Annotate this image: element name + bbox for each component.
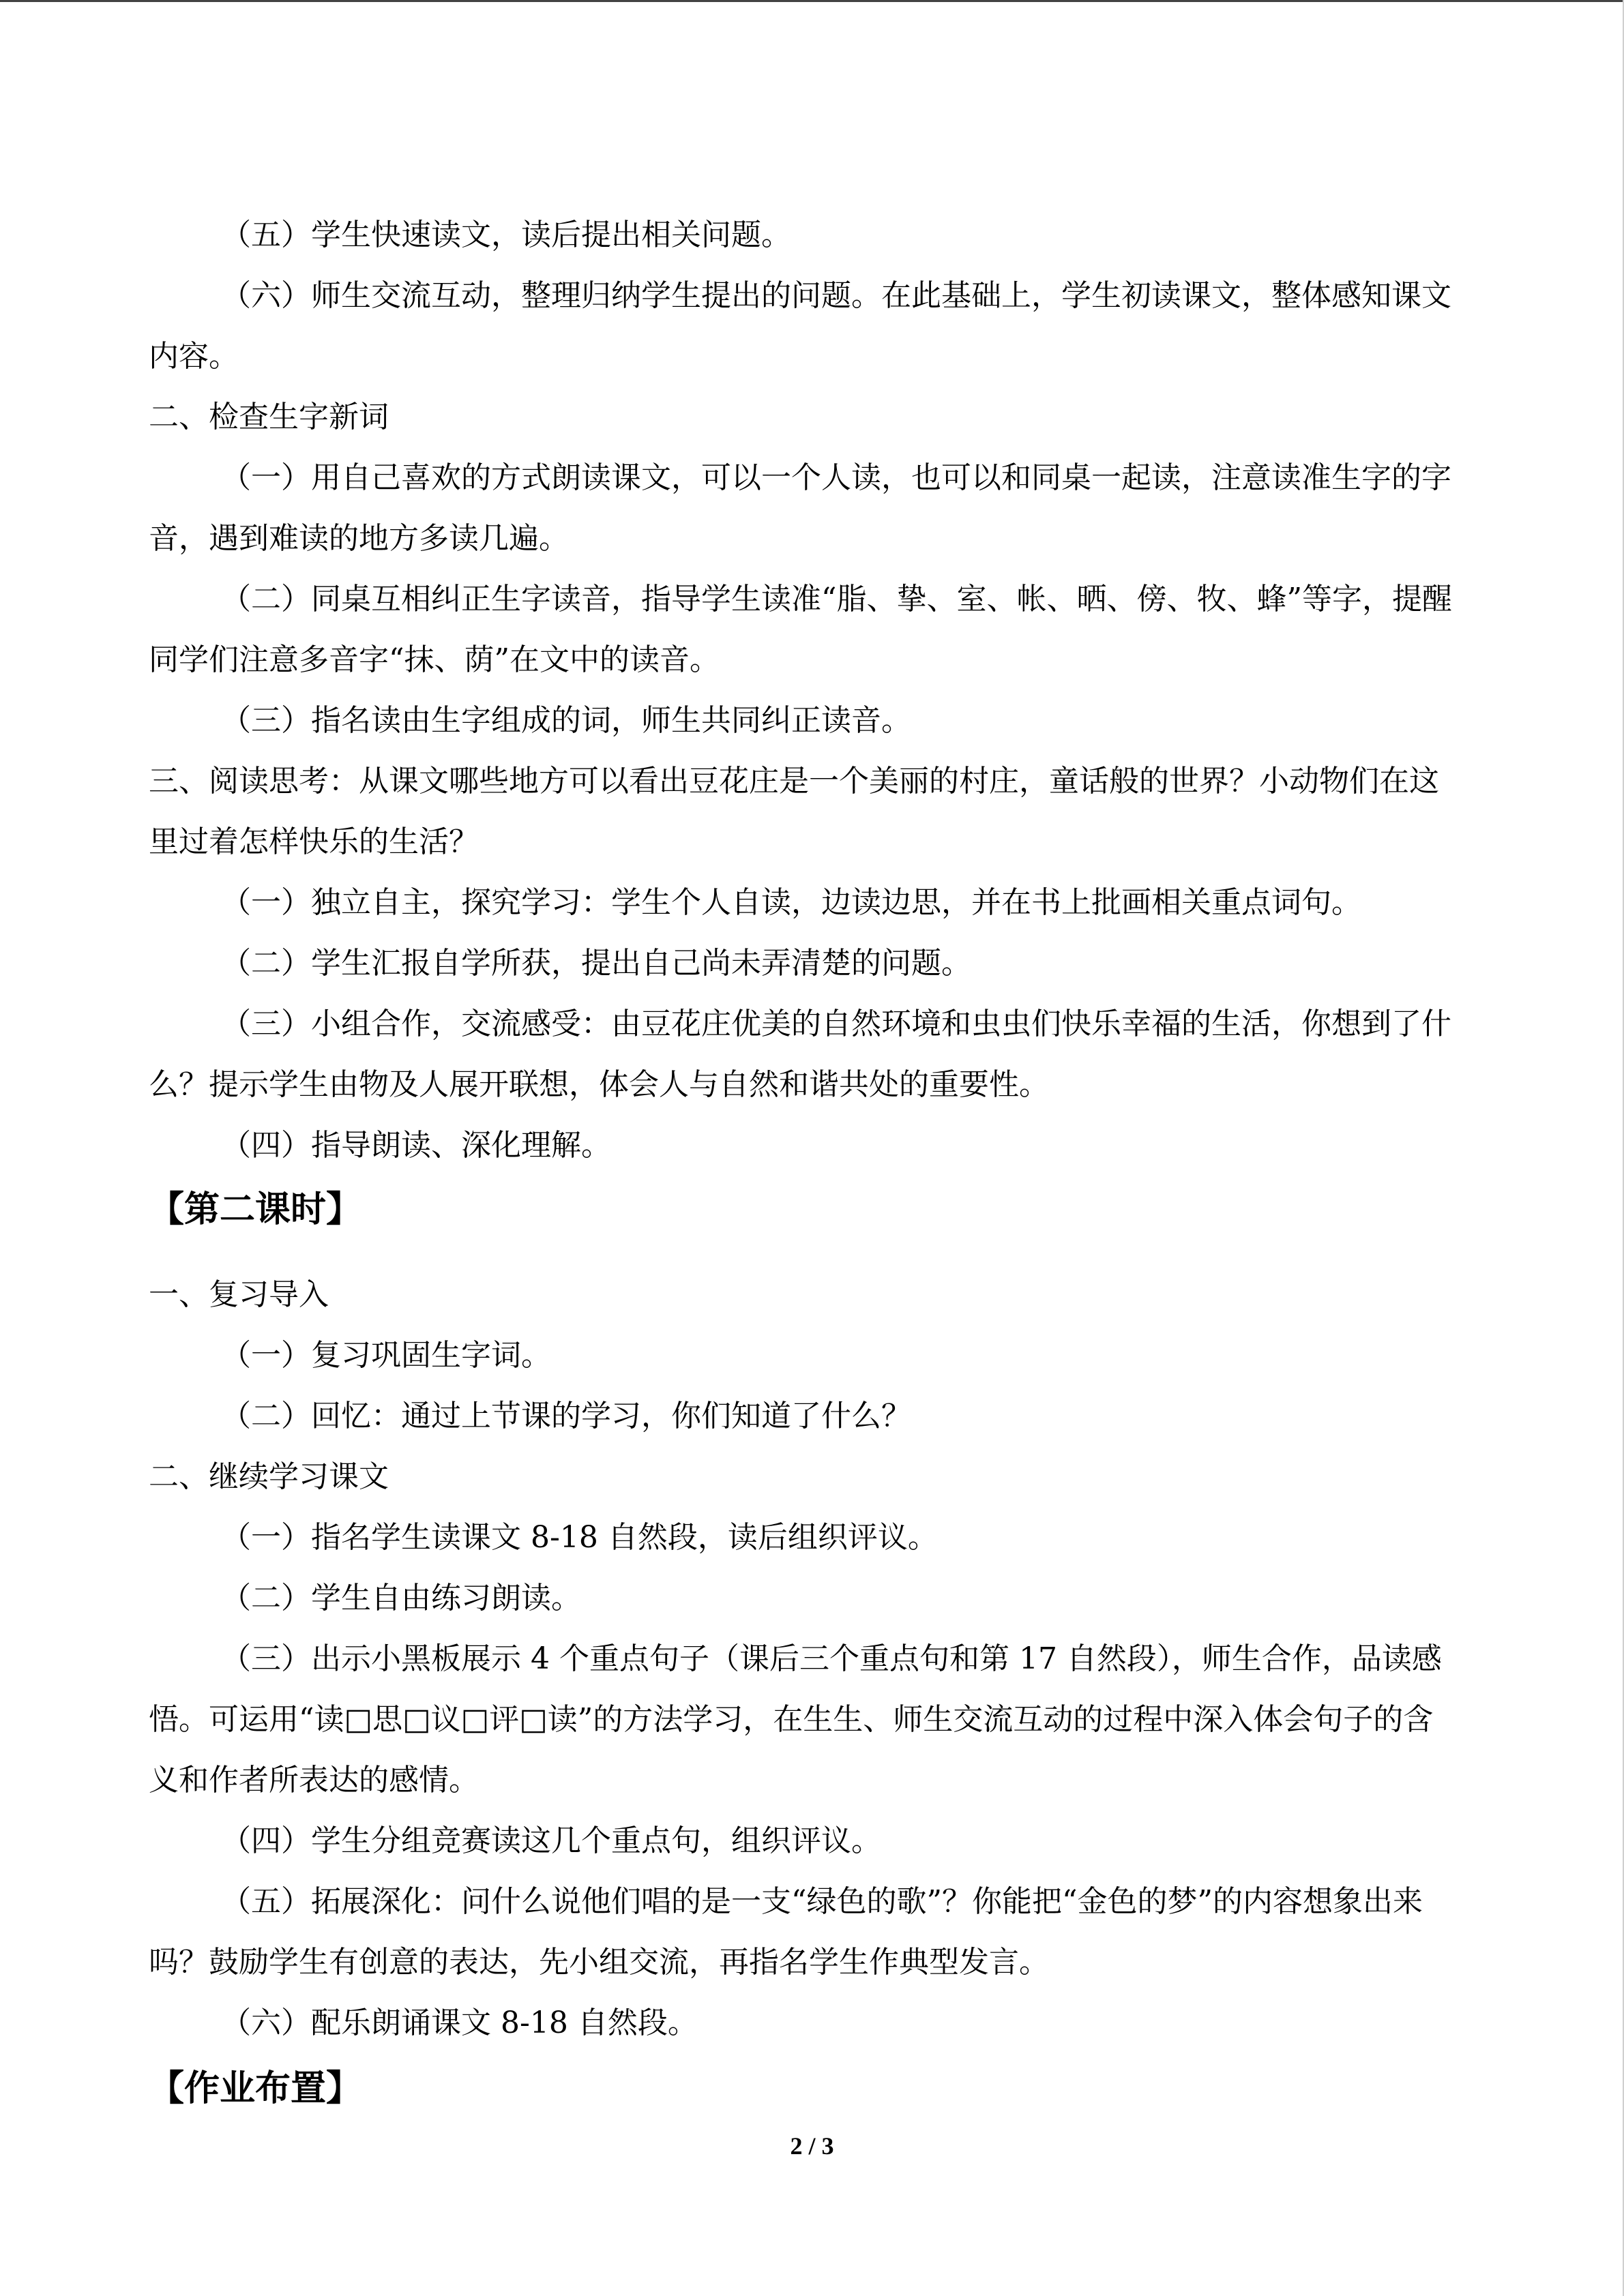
paragraph: （一）用自己喜欢的方式朗读课文，可以一个人读，也可以和同桌一起读，注意读准生字的字音，遇到难读的地方多读几遍。	[149, 460, 1451, 556]
page-top-border	[0, 0, 1624, 2]
paragraph: （五）学生快速读文，读后提出相关问题。	[221, 218, 791, 252]
lesson-two-heading: 【第二课时】	[149, 1189, 362, 1230]
paragraph: （一）独立自主，探究学习：学生个人自读，边读边思，并在书上批画相关重点词句。	[221, 885, 1361, 920]
paragraph: （三）小组合作，交流感受：由豆花庄优美的自然环境和虫虫们快乐幸福的生活，你想到了什么？提示学生由物及人展开联想，体会人与自然和谐共处的重要性。	[149, 1007, 1451, 1102]
page-number: 2 / 3	[790, 2132, 834, 2160]
paragraph: （二）学生汇报自学所获，提出自己尚未弄清楚的问题。	[221, 946, 971, 981]
section-heading: 三、阅读思考：从课文哪些地方可以看出豆花庄是一个美丽的村庄，童话般的世界？小动物们在这里过着怎样快乐的生活？	[149, 764, 1439, 859]
section-heading: 二、继续学习课文	[149, 1459, 389, 1494]
paragraph: （二）学生自由练习朗读。	[221, 1581, 581, 1615]
paragraph: （四）学生分组竞赛读这几个重点句，组织评议。	[221, 1823, 881, 1858]
paragraph: （三）指名读由生字组成的词，师生共同纠正读音。	[221, 703, 911, 738]
paragraph: （六）师生交流互动，整理归纳学生提出的问题。在此基础上，学生初读课文，整体感知课文内容。	[149, 278, 1451, 374]
paragraph: （五）拓展深化：问什么说他们唱的是一支“绿色的歌”？你能把“金色的梦”的内容想象出来吗？鼓励学生有创意的表达，先小组交流，再指名学生作典型发言。	[149, 1884, 1423, 1980]
paragraph: （三）出示小黑板展示 4 个重点句子（课后三个重点句和第 17 自然段），师生合作，品读感悟。可运用“读□思□议□评□读”的方法学习，在生生、师生交流互动的过程中深入体会句子的含义和作者所表达的感情。	[149, 1641, 1442, 1798]
paragraph: （二）回忆：通过上节课的学习，你们知道了什么？	[221, 1399, 911, 1433]
paragraph: （一）指名学生读课文 8-18 自然段，读后组织评议。	[221, 1520, 938, 1555]
section-heading: 二、检查生字新词	[149, 400, 389, 434]
section-heading: 一、复习导入	[149, 1277, 329, 1312]
paragraph: （四）指导朗读、深化理解。	[221, 1128, 611, 1163]
paragraph: （六）配乐朗诵课文 8-18 自然段。	[221, 2006, 698, 2040]
paragraph: （一）复习巩固生字词。	[221, 1338, 551, 1373]
document-body	[149, 205, 1458, 2109]
homework-heading: 【作业布置】	[149, 2068, 362, 2109]
paragraph: （二）同桌互相纠正生字读音，指导学生读准“脂、挚、室、帐、晒、傍、牧、蜂”等字，提醒同学们注意多音字“抹、荫”在文中的读音。	[149, 582, 1452, 677]
